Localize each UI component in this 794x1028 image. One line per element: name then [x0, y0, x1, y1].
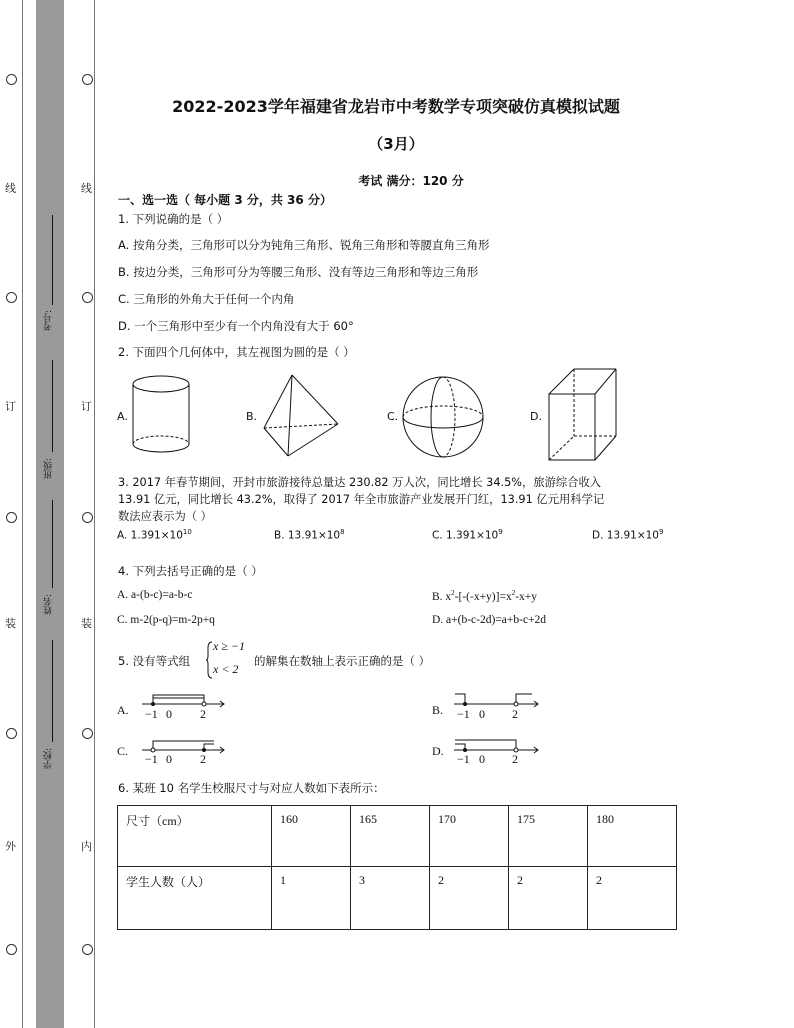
q1-stem: 1. 下列说确的是（ ）	[118, 212, 229, 226]
table-cell: 165	[351, 806, 430, 867]
q3-stem-line3: 数法应表示为（ ）	[118, 510, 212, 523]
q5-b-tick: 0	[479, 707, 485, 721]
q3-option-b-exp: 8	[340, 528, 345, 536]
q5-d-tick: 2	[512, 752, 518, 766]
q3-option-a-text: A. 1.391×10	[117, 529, 183, 542]
table-cell: 160	[272, 806, 351, 867]
q3-option-d	[592, 528, 663, 542]
margin-char: 外	[5, 840, 16, 853]
q4-option-d: D. a+(b-c-2d)=a+b-c+2d	[432, 614, 547, 626]
q1-option-b: B. 按边分类，三角形可分为等腰三角形、没有等边三角形和等边三角形	[118, 265, 479, 279]
q4-option-b-part: -[-(-x+y)]=x	[454, 590, 512, 603]
binding-hole	[82, 944, 93, 955]
q3-stem-line2: 13.91 亿元，同比增长 43.2%，取得了 2017 年全市旅游产业发展开门红，13.91 亿元用科学记	[118, 493, 605, 506]
q5-stem-post: 的解集在数轴上表示正确的是（ ）	[254, 654, 431, 668]
margin-char: 装	[5, 617, 16, 630]
prism-figure	[544, 366, 620, 464]
q3-option-b	[274, 528, 345, 542]
binding-hole	[6, 74, 17, 85]
q5-inequality-2: x < 2	[213, 662, 239, 676]
q5-c-tick: −1	[145, 752, 158, 766]
margin-line-outer	[22, 0, 23, 1028]
field-exam-number: 考号:	[44, 310, 54, 332]
binding-hole	[82, 728, 93, 739]
exam-info: 考试 满分：120 分	[358, 174, 464, 188]
binding-hole	[6, 512, 17, 523]
field-line	[52, 215, 53, 305]
q5-b-tick: 2	[512, 707, 518, 721]
q1-option-d: D. 一个三角形中至少有一个内角没有大于 60°	[118, 319, 354, 333]
field-line	[52, 360, 53, 452]
q4-option-b-exp: 2	[511, 589, 516, 597]
table-cell: 180	[588, 806, 677, 867]
q6-stem: 6. 某班 10 名学生校服尺寸与对应人数如下表所示：	[118, 781, 385, 795]
sphere-figure	[400, 374, 486, 460]
q5-label-c: C.	[117, 744, 129, 758]
size-table	[117, 805, 677, 930]
q3-option-b-text: B. 13.91×10	[274, 529, 341, 542]
binding-hole	[6, 292, 17, 303]
q3-stem-line1: 3. 2017 年春节期间，开封市旅游接待总量达 230.82 万人次，同比增长 34.5%，旅游综合收入	[118, 476, 602, 489]
q5-c-tick: 2	[200, 752, 206, 766]
q3-option-d-text: D. 13.91×10	[592, 529, 659, 542]
q3-option-a	[117, 528, 192, 542]
q5-label-a: A.	[117, 703, 129, 717]
section-heading: 一、选一选（ 每小题 3 分，共 36 分）	[118, 193, 332, 207]
field-class: 班级:	[44, 458, 54, 480]
q4-option-c: C. m-2(p-q)=m-2p+q	[117, 614, 215, 626]
table-cell: 175	[509, 806, 588, 867]
q5-label-d: D.	[432, 744, 444, 758]
table-cell: 学生人数（人）	[118, 867, 272, 930]
binding-hole	[82, 292, 93, 303]
field-line	[52, 640, 53, 742]
binding-band	[36, 0, 64, 1028]
margin-line-inner	[94, 0, 95, 1028]
field-school: 学校:	[44, 748, 54, 770]
table-cell: 2	[430, 867, 509, 930]
page-title: 2022-2023学年福建省龙岩市中考数学专项突破仿真模拟试题	[172, 97, 620, 116]
q2-label-b: B.	[246, 410, 258, 423]
q5-d-tick: −1	[457, 752, 470, 766]
q4-option-b-part: B. x	[432, 590, 452, 603]
binding-hole	[82, 74, 93, 85]
q3-option-d-exp: 9	[658, 528, 664, 536]
field-line	[52, 500, 53, 588]
q5-label-b: B.	[432, 703, 444, 717]
table-row	[118, 867, 677, 930]
binding-hole	[6, 728, 17, 739]
q1-option-c: C. 三角形的外角大于任何一个内角	[118, 292, 295, 306]
margin-char: 装	[81, 617, 92, 630]
table-cell: 尺寸（cm）	[118, 806, 272, 867]
page-subtitle: （3月）	[368, 135, 424, 153]
q2-stem: 2. 下面四个几何体中，其左视图为圆的是（ ）	[118, 345, 355, 359]
q4-option-b-part: -x+y	[515, 590, 538, 603]
table-cell: 170	[430, 806, 509, 867]
table-cell: 2	[509, 867, 588, 930]
q2-label-c: C.	[387, 410, 399, 423]
pyramid-figure	[258, 372, 342, 462]
margin-char: 订	[81, 400, 92, 413]
cylinder-figure	[128, 372, 194, 462]
q3-option-c-text: C. 1.391×10	[432, 529, 499, 542]
margin-char: 内	[81, 840, 92, 853]
q5-stem-pre: 5. 没有等式组	[118, 654, 191, 668]
table-cell: 1	[272, 867, 351, 930]
q1-option-a: A. 按角分类，三角形可以分为钝角三角形、锐角三角形和等腰直角三角形	[118, 238, 490, 252]
table-cell: 3	[351, 867, 430, 930]
q2-label-d: D.	[530, 410, 542, 423]
q5-a-tick: −1	[145, 707, 158, 721]
q4-option-b-exp: 2	[451, 589, 455, 597]
q4-option-a: A. a-(b-c)=a-b-c	[117, 589, 193, 601]
q5-inequality-1: x ≥ −1	[213, 639, 246, 653]
q5-b-tick: −1	[457, 707, 470, 721]
q5-c-tick: 0	[166, 752, 172, 766]
margin-char: 订	[5, 400, 16, 413]
table-cell: 2	[588, 867, 677, 930]
q5-a-tick: 2	[200, 707, 206, 721]
q4-option-b	[432, 589, 537, 603]
q5-d-tick: 0	[479, 752, 485, 766]
binding-hole	[82, 512, 93, 523]
margin-char: 线	[5, 182, 16, 195]
q3-option-c-exp: 9	[498, 528, 503, 536]
binding-hole	[6, 944, 17, 955]
field-name: 姓名:	[44, 594, 54, 616]
q3-option-c	[432, 528, 503, 542]
q2-label-a: A.	[117, 410, 128, 423]
binding-margin	[0, 0, 100, 1028]
table-row	[118, 806, 677, 867]
margin-char: 线	[81, 182, 92, 195]
q3-option-a-exp: 10	[182, 528, 192, 536]
q4-stem: 4. 下列去括号正确的是（ ）	[118, 564, 263, 578]
q5-a-tick: 0	[166, 707, 172, 721]
